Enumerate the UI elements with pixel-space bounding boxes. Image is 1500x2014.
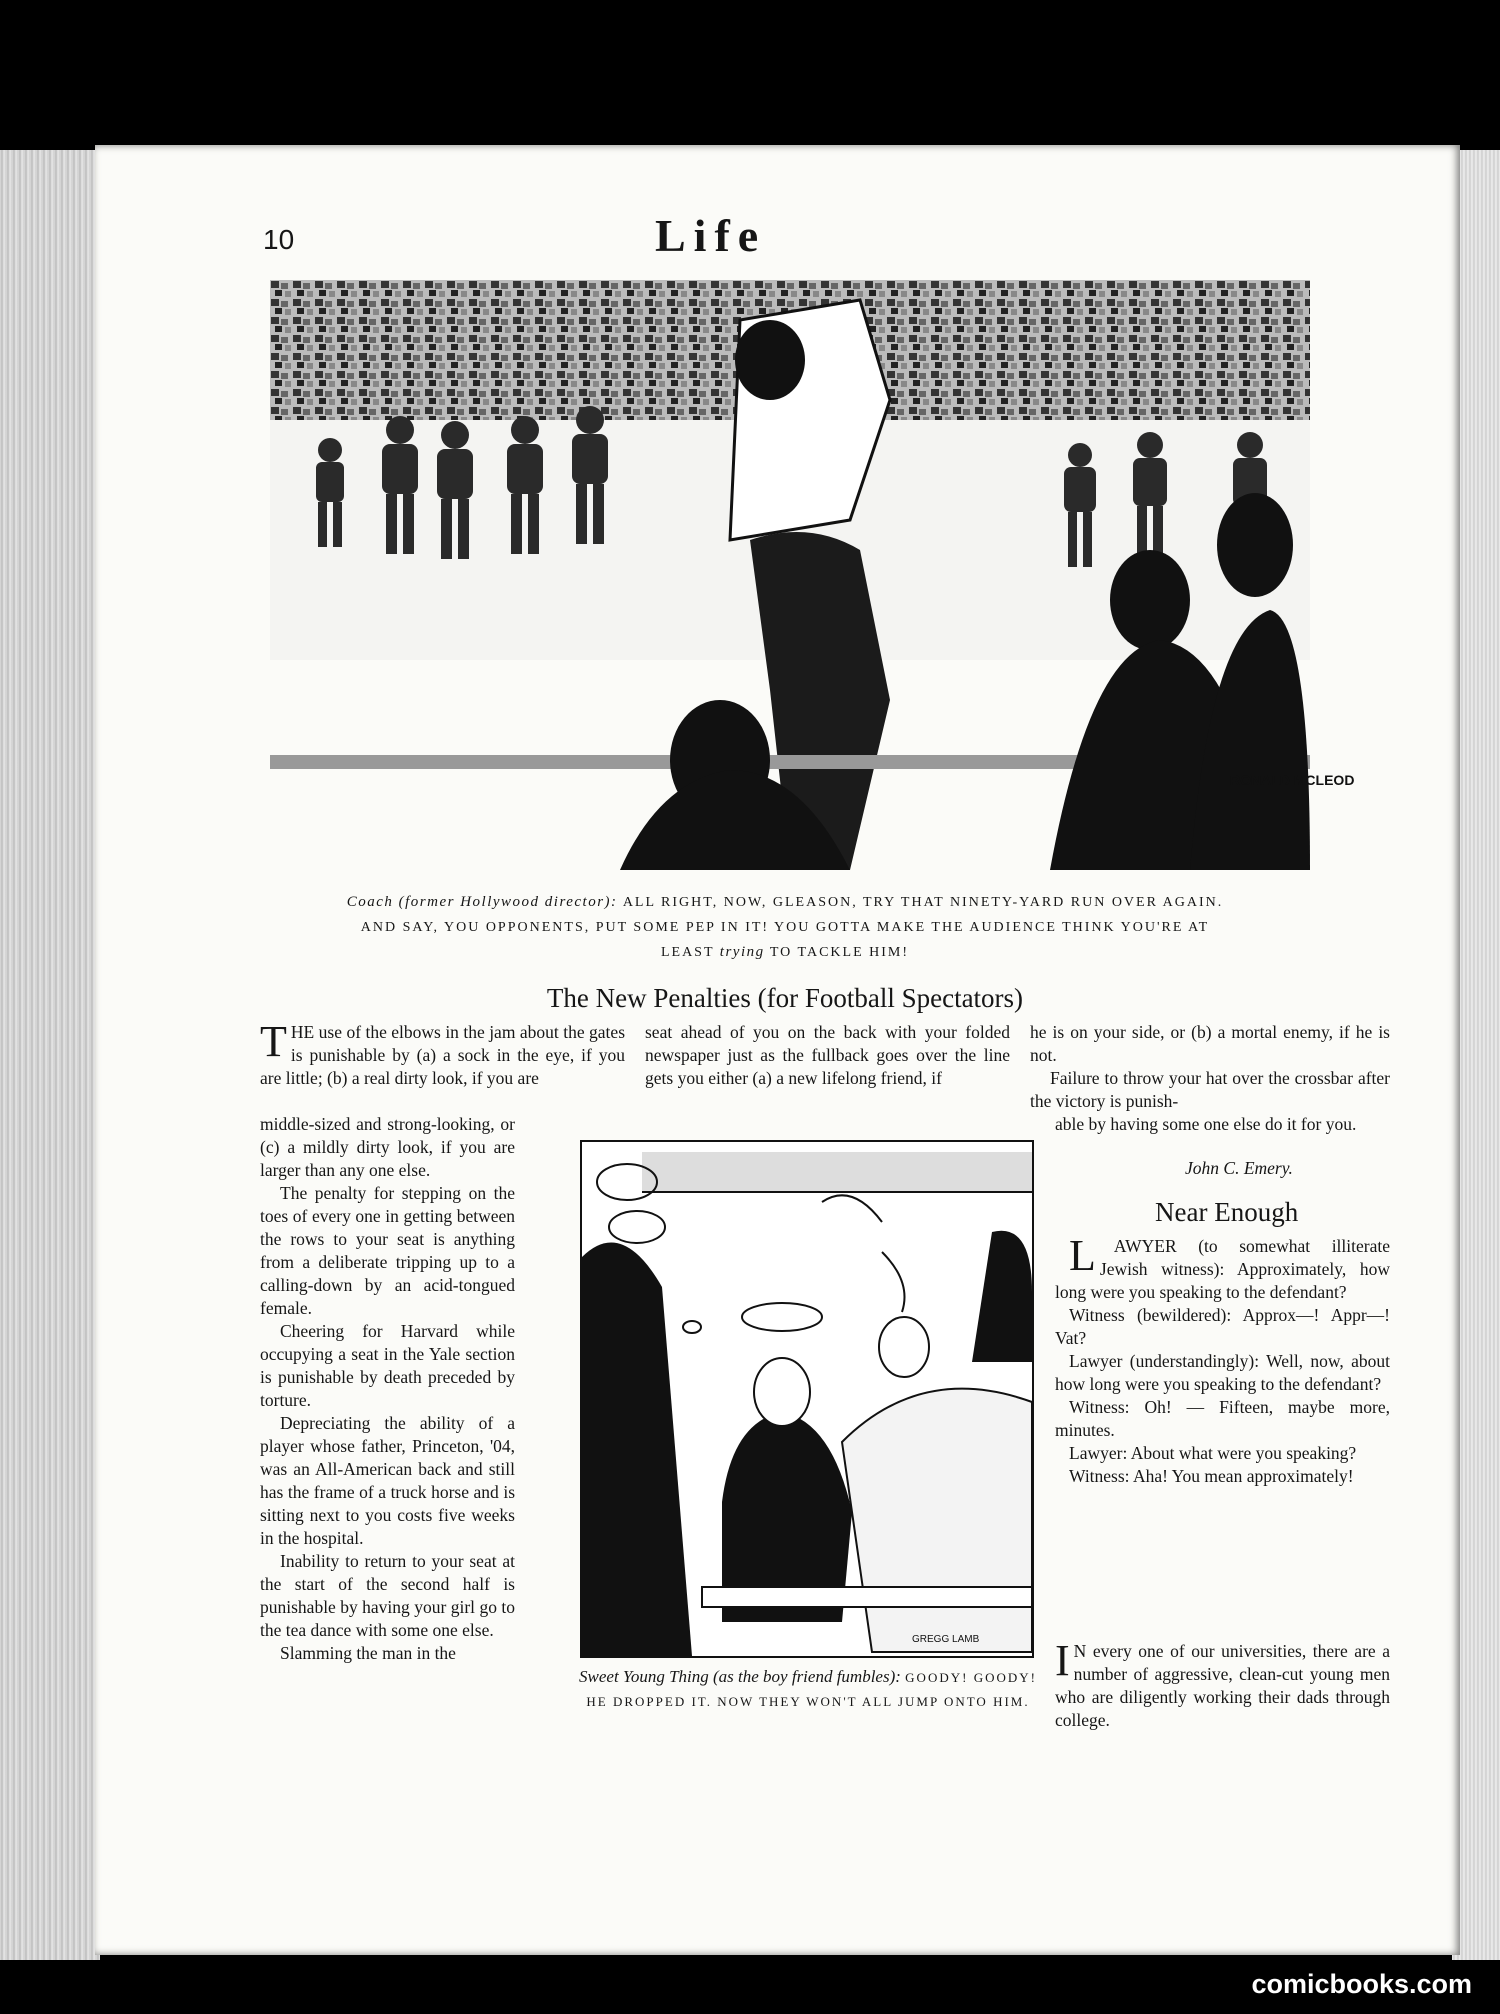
article-intro: HE use of the elbows in the jam about the gates is punishable by (a) a sock in the eye, if you are little; (b) a real dirty look, if you are [260, 1022, 625, 1088]
caption-text: GOODY! GOODY! HE DROPPED IT. NOW THEY WON'T ALL JUMP ONTO HIM. [586, 1670, 1037, 1709]
near-enough-paragraph: Witness (bewildered): Approx—! Appr—! Vat? [1055, 1305, 1390, 1348]
caption-speaker: Sweet Young Thing (as the boy friend fumbles): [579, 1667, 901, 1686]
magazine-page [95, 145, 1460, 1955]
top-illustration-signature: RONALD MCLEOD [1230, 772, 1355, 788]
near-enough-title: Near Enough [1155, 1197, 1299, 1227]
article-column-1-intro [260, 1017, 625, 1090]
article-column-1-lower [260, 1113, 515, 1665]
article-paragraph: The penalty for stepping on the toes of every one in getting between the rows to your seat is anything from a deliberate tripping up to a calling-down by an acid-tongued female. [260, 1183, 515, 1318]
top-illustration [270, 280, 1355, 870]
bottom-illustration [580, 1140, 1034, 1658]
article-column-3-lower: able by having some one else do it for you. [1055, 1114, 1357, 1134]
near-enough-paragraph: AWYER (to somewhat illiterate Jewish witness): Approximately, how long were you speaking to the defendant? [1055, 1236, 1390, 1302]
article-column-2-top: seat ahead of you on the back with your folded newspaper just as the fullback goes over the line gets you either (a) a new lifelong friend, if [645, 1022, 1010, 1088]
article-title: The New Penalties (for Football Spectators) [546, 983, 1024, 1013]
article-paragraph: Depreciating the ability of a player whose father, Princeton, '04, was an All-American back and still has the frame of a truck horse and is sitting next to you costs five weeks in the hospital. [260, 1413, 515, 1548]
masthead: Life [655, 210, 767, 261]
article-paragraph: Inability to return to your seat at the start of the second half is punishable by having your girl go to the tea dance with some one else. [260, 1551, 515, 1640]
book-page-edges-left [0, 150, 100, 1960]
bottom-crowd [642, 1152, 1032, 1192]
universities-text: N every one of our universities, there are a number of aggressive, clean-cut young men who are diligently working their dads through college. [1055, 1641, 1390, 1730]
article-column-3-top [1030, 1021, 1390, 1113]
article-paragraph: Failure to throw your hat over the crossbar after the victory is punish- [1030, 1068, 1390, 1111]
article-paragraph: middle-sized and strong-looking, or (c) a mildly dirty look, if you are larger than any one else. [260, 1114, 515, 1180]
near-enough-paragraph: Lawyer (understandingly): Well, now, about how long were you speaking to the defendant? [1055, 1351, 1390, 1394]
near-enough-paragraph: Witness: Oh! — Fifteen, maybe more, minutes. [1055, 1397, 1390, 1440]
caption-italic: trying [719, 944, 765, 960]
caption-text-2: TO TACKLE HIM! [769, 945, 910, 960]
near-enough-paragraph: Lawyer: About what were you speaking? [1069, 1443, 1357, 1463]
bottom-illustration-signature: GREGG LAMB [912, 1634, 980, 1645]
near-enough-body [1055, 1231, 1390, 1488]
drop-cap: T [260, 1017, 287, 1066]
bottom-illustration-caption [573, 1665, 1043, 1713]
drop-cap: I [1055, 1636, 1070, 1685]
top-illustration-caption [345, 890, 1225, 965]
article-paragraph: he is on your side, or (b) a mortal enemy, if he is not. [1030, 1022, 1390, 1065]
universities-paragraph [1055, 1636, 1390, 1732]
article-byline: John C. Emery. [1185, 1158, 1293, 1178]
caption-text-1: ALL RIGHT, NOW, GLEASON, TRY THAT NINETY-YARD RUN OVER AGAIN. AND SAY, YOU OPPONENTS, PUT SOME PEP IN IT! YOU GOTTA MAKE THE AUDIENCE THINK YOU'RE AT LEAST [360, 895, 1224, 960]
article-paragraph: Slamming the man in the [280, 1643, 456, 1663]
bench [702, 1587, 1032, 1607]
caption-speaker: Coach (former Hollywood director): [346, 894, 618, 910]
article-paragraph: Cheering for Harvard while occupying a seat in the Yale section is punishable by death preceded by torture. [260, 1321, 515, 1410]
page-number: 10 [263, 224, 295, 255]
watermark: comicbooks.com [1251, 1969, 1472, 1999]
near-enough-paragraph: Witness: Aha! You mean approximately! [1069, 1466, 1354, 1486]
drop-cap: L [1069, 1231, 1096, 1280]
fur-coat-spectator [842, 1389, 1032, 1652]
